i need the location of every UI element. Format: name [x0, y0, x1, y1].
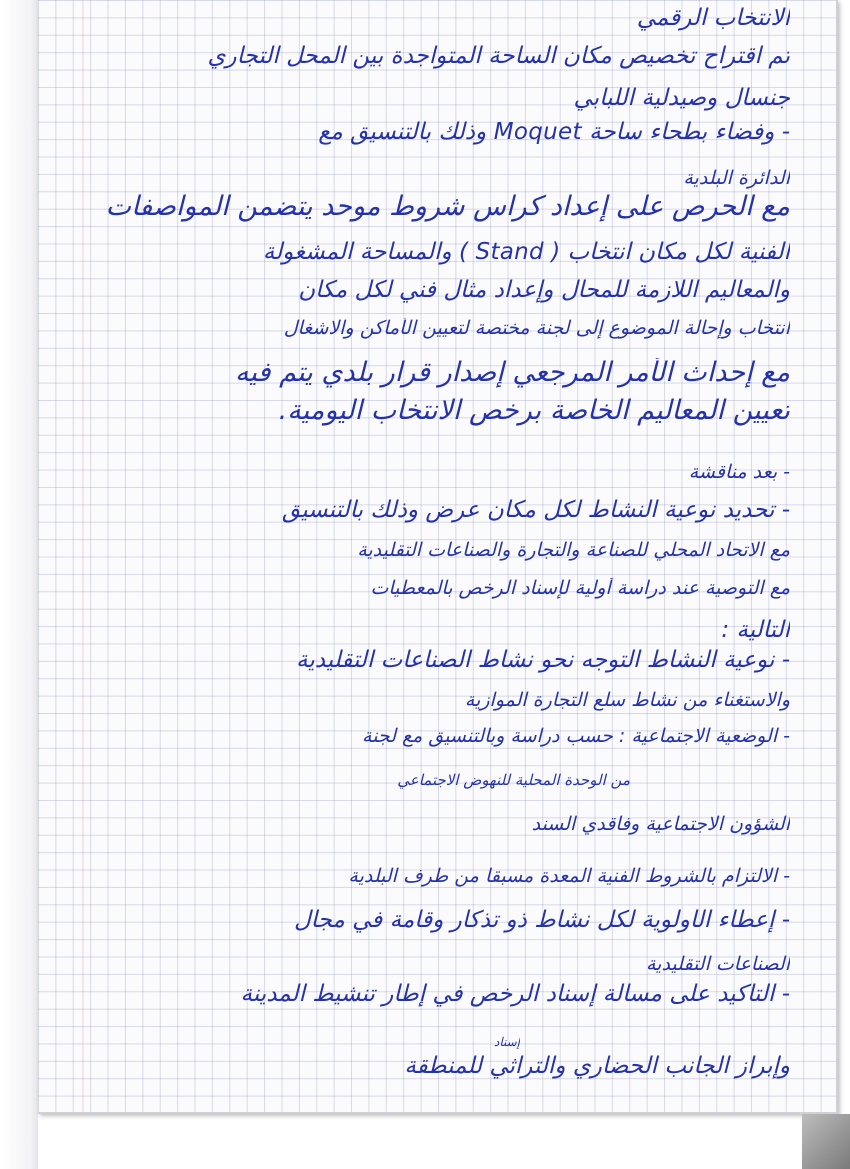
text-line: - بعد مناقشة: [688, 462, 790, 483]
heading-line: الانتخاب الرقمي: [636, 6, 790, 31]
text-line: مع إحداث الأمر المرجعي إصدار قرار بلدي يتم فيه: [235, 358, 790, 388]
text-line: والمعاليم اللازمة للمحال وإعداد مثال فني لكل مكان: [298, 278, 790, 303]
text-line: مع التوصية عند دراسة أولية لإسناد الرخص بالمعطيات: [370, 578, 790, 599]
text-line: مع الحرص على إعداد كراس شروط موحد يتضمن المواصفات: [105, 192, 790, 222]
text-line: وإبراز الجانب الحضاري والتراثي للمنطقة: [404, 1054, 790, 1079]
text-line: التالية :: [721, 618, 790, 643]
text-line: - وفضاء بطحاء ساحة Moquet وذلك بالتنسيق مع: [318, 120, 790, 145]
text-line: - إعطاء الأولوية لكل نشاط ذو تذكار وقامة في مجال: [293, 908, 790, 933]
insertion-note: إسناد: [493, 1036, 520, 1049]
text-line: - نوعية النشاط التوجه نحو نشاط الصناعات التقليدية: [296, 648, 790, 673]
text-line: - التأكيد على مسألة إسناد الرخص في إطار تنشيط المدينة: [240, 982, 790, 1007]
text-line: من الوحدة المحلية للنهوض الاجتماعي: [397, 772, 630, 789]
text-line: الفنية لكل مكان انتخاب ( Stand ) والمساحة المشغولة: [262, 240, 790, 265]
text-line: والاستغناء من نشاط سلع التجارة الموازية: [464, 690, 790, 711]
text-line: الصناعات التقليدية: [645, 954, 790, 975]
text-line: انتخاب وإحالة الموضوع إلى لجنة مختصة لتعيين الأماكن والاشغال: [283, 318, 790, 339]
text-line: - تحديد نوعية النشاط لكل مكان عرض وذلك بالتنسيق: [282, 498, 790, 523]
text-line: تعيين المعاليم الخاصة برخص الانتخاب اليومية.: [278, 396, 790, 426]
text-line: جنسال وصيدلية اللبابي: [573, 86, 790, 111]
scan-corner-shadow: [802, 1114, 850, 1169]
page-edge-strip: [0, 0, 38, 1169]
text-line: تم اقتراح تخصيص مكان الساحة المتواجدة بين المحل التجاري: [207, 44, 790, 69]
text-line: - الوضعية الاجتماعية : حسب دراسة وبالتنسيق مع لجنة: [362, 726, 790, 747]
text-line: مع الاتحاد المحلي للصناعة والتجارة والصناعات التقليدية: [357, 540, 790, 561]
text-line: الدائرة البلدية: [683, 168, 790, 189]
text-line: - الالتزام بالشروط الفنية المعدة مسبقا من طرف البلدية: [348, 866, 790, 887]
text-line: الشؤون الاجتماعية وفاقدي السند: [531, 814, 790, 835]
